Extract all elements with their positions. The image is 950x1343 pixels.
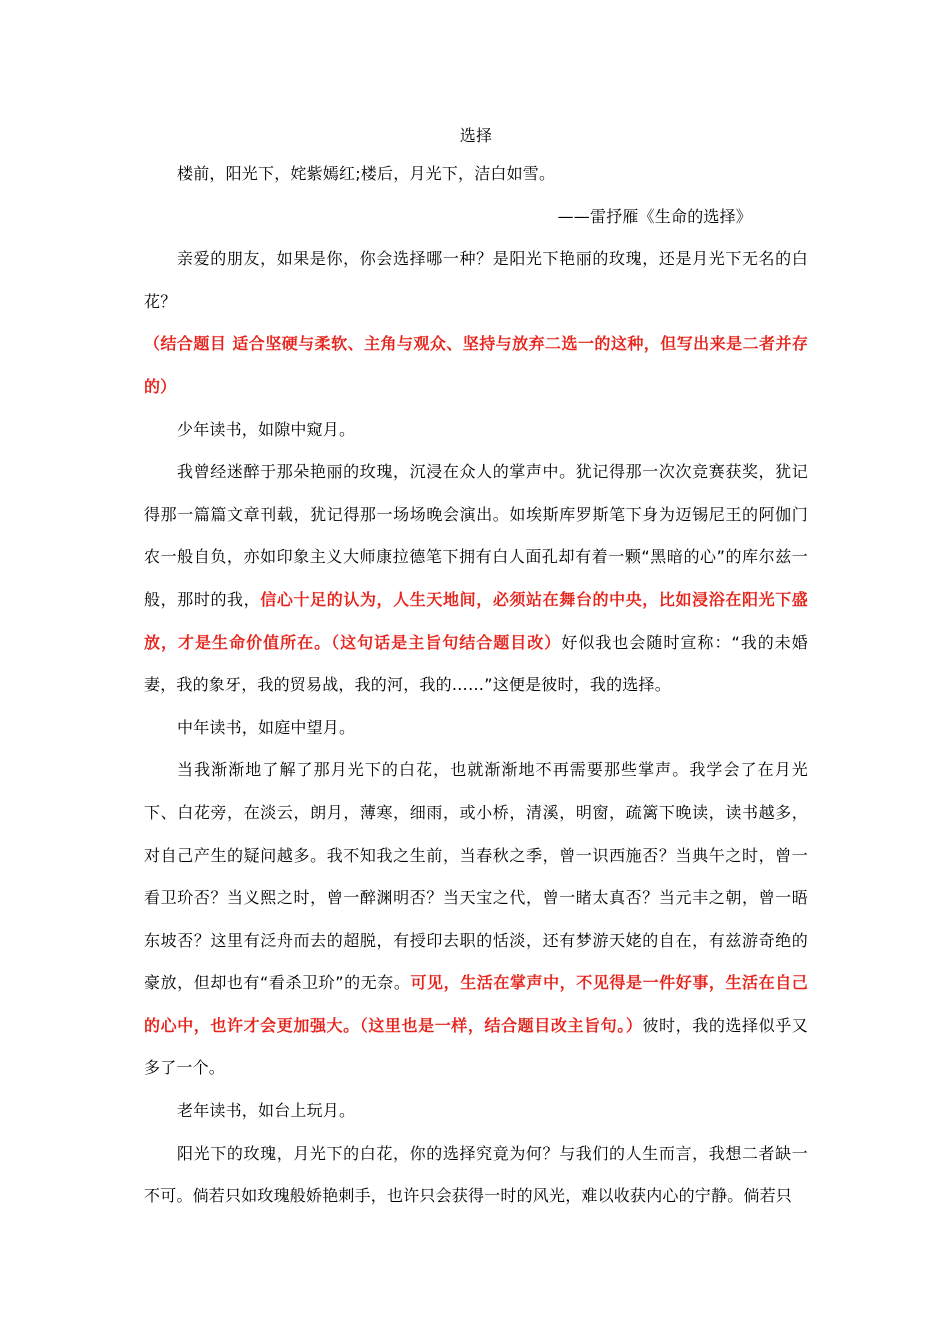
paragraph-middle-text-b: 彼时，我的选择似乎又多了一个。	[144, 1015, 808, 1078]
epigraph-source: ——雷抒雁《生命的选择》	[557, 206, 752, 226]
paragraph-conclusion: 阳光下的玫瑰，月光下的白花，你的选择究竟为何？与我们的人生而言，我想二者缺一不可。倘若只如玫瑰般娇艳刺手，也许只会获得一时的风光，难以收获内心的宁静。倘若只	[144, 1143, 808, 1206]
paragraph-middle-text-a: 当我渐渐地了解了那月光下的白花，也就渐渐地不再需要那些掌声。我学会了在月光下、白花旁，在淡云，朗月，薄寒，细雨，或小桥，清溪，明窗，疏篱下晚读，读书越多，对自己产生的疑问越多。我不知我之生前，当春秋之季，曾一识西施否？当典午之时，曾一看卫玠否？当义熙之时，曾一醉渊明否？当天宝之代，曾一睹太真否？当元丰之朝，曾一晤东坡否？这里有泛舟而去的超脱，有授印去职的恬淡，还有梦游天姥的自在，有兹游奇绝的豪放，但却也有“看杀卫玠”的无奈。	[144, 760, 808, 993]
paragraph-youth-text-a: 我曾经迷醉于那朵艳丽的玫瑰，沉浸在众人的掌声中。犹记得那一次次竞赛获奖，犹记得那一篇篇文章刊载，犹记得那一场场晚会演出。如埃斯库罗斯笔下身为迈锡尼王的阿伽门农一般自负，亦如印象主义大师康拉德笔下拥有白人面孔却有着一颗“黑暗的心”的库尔兹一般，那时的我，	[144, 462, 808, 609]
paragraph-old-heading: 老年读书，如台上玩月。	[177, 1101, 356, 1121]
paragraph-youth-text-b: 好似我也会随时宣称：“我的未婚妻，我的象牙，我的贸易战，我的河，我的……”这便是彼时，我的选择。	[144, 632, 808, 695]
paragraph-intro: 亲爱的朋友，如果是你，你会选择哪一种？是阳光下艳丽的玫瑰，还是月光下无名的白花？	[144, 249, 808, 311]
paragraph-youth-annotation: 信心十足的认为，人生天地间，必须站在舞台的中央，比如浸浴在阳光下盛放，才是生命价值所在。（这句话是主旨句结合题目改）	[144, 589, 808, 652]
annotation-note: （结合题目 适合坚硬与柔软、主角与观众、坚持与放弃二选一的这种，但写出来是二者并存的）	[144, 334, 808, 396]
paragraph-middle	[144, 749, 808, 1090]
document-body	[144, 118, 808, 1218]
page-title: 选择	[459, 126, 493, 145]
paragraph-middle-heading: 中年读书，如庭中望月。	[177, 717, 356, 737]
paragraph-youth-heading: 少年读书，如隙中窥月。	[177, 419, 356, 439]
paragraph-youth	[144, 451, 808, 707]
epigraph-quote: 楼前，阳光下，姹紫嫣红;楼后，月光下，洁白如雪。	[177, 164, 556, 183]
paragraph-middle-annotation: 可见，生活在掌声中，不见得是一件好事，生活在自己的心中，也许才会更加强大。（这里也是一样，结合题目改主旨句。）	[144, 973, 808, 1035]
